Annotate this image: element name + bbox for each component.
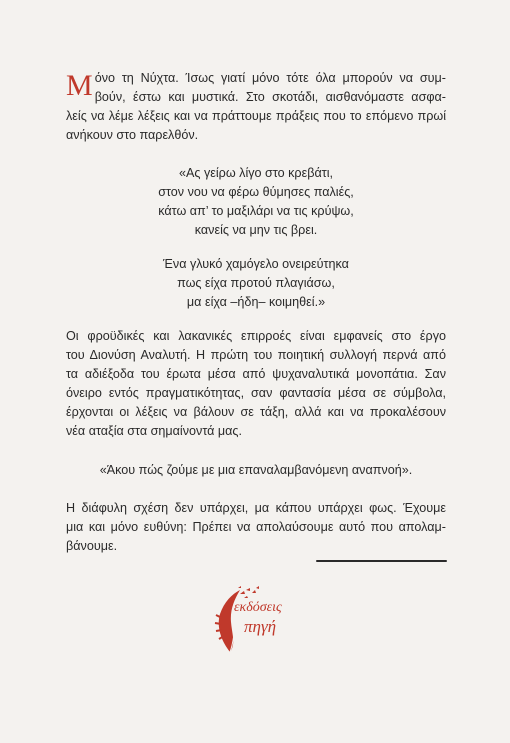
body-line: του Διονύση Αναλυτή. Η πρώτη του ποιητική συλλογή περνά από [66,348,446,362]
poem-line: «Ας γείρω λίγο στο κρεβάτι, [178,166,333,180]
divider-rule [316,560,447,562]
publisher-logo [200,584,312,658]
body-line: όνειρο εντός πραγματικότητας, σαν φαντασία μέσα σε σύμβολα, [66,386,446,400]
poem-line: κανείς να μην τις βρει. [194,223,318,237]
closing-line: βάνουμε. [66,539,118,553]
poem-line: μα είχα –ήδη– κοιμηθεί.» [186,295,326,309]
poem-stanza-2 [66,255,446,312]
drop-cap: Μ [66,69,93,102]
body-line: έρχονται οι λέξεις να βάλουν σε τάξη, αλλά και να προκαλέσουν [66,405,446,419]
body-paragraph [66,327,446,441]
poem-line: κάτω απ’ το μαξιλάρι να τις κρύψω, [158,204,354,218]
body-line: νέα αταξία στα σημαίνοντά μας. [66,424,243,438]
poem-stanza-1 [66,164,446,240]
intro-line: βούν, έστω και μυστικά. Στο σκοτάδι, αισθανόμαστε ασφα- [94,90,446,104]
publisher-name-bottom: πηγή [244,617,277,636]
body-line: τα αδιέξοδα του έρωτα μέσα από ψυχαναλυτικά μονοπάτια. Σαν [66,367,446,381]
intro-line: όνο τη Νύχτα. Ίσως γιατί μόνο τότε όλα μπορούν να συμ- [94,71,446,85]
closing-line: Η διάφυλη σχέση δεν υπάρχει, μα κάπου υπάρχει φως. Έχουμε [66,501,446,515]
intro-line: ανήκουν στο παρελθόν. [66,128,199,142]
intro-line: λείς να λέμε λέξεις και να πράττουμε πράξεις που το επόμενο πρωί [66,109,446,123]
body-line: Οι φροϋδικές και λακανικές επιρροές είναι εμφανείς στο έργο [66,329,446,343]
closing-paragraph [66,499,446,556]
intro-paragraph [66,69,446,145]
poem-line: Ένα γλυκό χαμόγελο ονειρεύτηκα [163,257,349,271]
poem-line: πως είχα προτού πλαγιάσω, [177,276,335,290]
pull-quote: «Άκου πώς ζούμε με μια επαναλαμβανόμενη αναπνοή». [99,463,413,477]
closing-line: μια και μόνο ευθύνη: Πρέπει να απολαύσουμε αυτό που απολαμ- [66,520,446,534]
publisher-name-top: εκδόσεις [234,600,282,615]
poem-line: στον νου να φέρω θύμησες παλιές, [158,185,354,199]
